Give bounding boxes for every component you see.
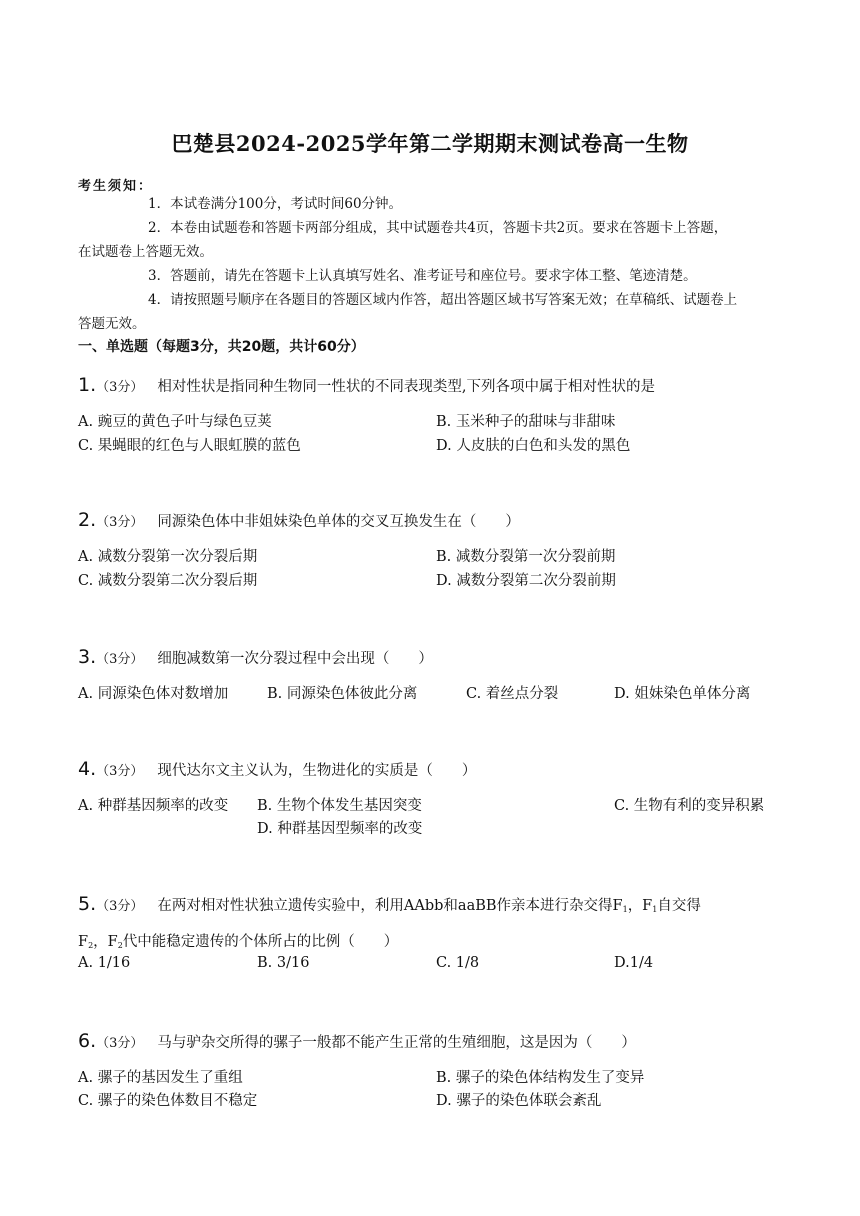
question-number: 3. (78, 646, 97, 668)
notice-item: 4．请按照题号顺序在各题目的答题区域内作答，超出答题区域书写答案无效；在草稿纸、试题卷上 (148, 292, 738, 308)
question-stem (78, 893, 701, 915)
subscript: 2 (117, 941, 123, 950)
option-c: C. 1/8 (436, 955, 480, 971)
question-number: 1. (78, 374, 97, 396)
question-text: 代中能稳定遗传的个体所占的比例（ ） (122, 934, 399, 950)
question-points: （3分） (96, 652, 144, 667)
option-d: D. 种群基因型频率的改变 (257, 821, 423, 837)
question-text: 相对性状是指同种生物同一性状的不同表现类型,下列各项中属于相对性状的是 (157, 379, 656, 395)
notice-item: 答题无效。 (78, 316, 146, 332)
option-a: A. 豌豆的黄色子叶与绿色豆荚 (78, 414, 272, 430)
question-number: 2. (78, 509, 97, 531)
option-b: B. 减数分裂第一次分裂前期 (436, 549, 616, 565)
option-b: B. 3/16 (257, 955, 310, 971)
question-stem (78, 646, 433, 668)
question-points: （3分） (96, 1036, 144, 1051)
question-stem (78, 374, 655, 396)
question-text: ，F (93, 934, 118, 950)
notice-item: 在试题卷上答题无效。 (78, 244, 213, 260)
option-a: A. 1/16 (78, 955, 131, 971)
question-text: F (78, 934, 89, 950)
question-points: （3分） (96, 764, 144, 779)
question-stem-line2 (78, 930, 398, 951)
option-a: A. 骡子的基因发生了重组 (78, 1070, 243, 1086)
question-stem (78, 1030, 636, 1052)
notice-item: 1．本试卷满分100分，考试时间60分钟。 (148, 196, 403, 212)
option-b: B. 骡子的染色体结构发生了变异 (436, 1070, 645, 1086)
option-a: A. 同源染色体对数增加 (78, 686, 229, 702)
option-a: A. 种群基因频率的改变 (78, 798, 229, 814)
question-text: 细胞减数第一次分裂过程中会出现（ ） (157, 651, 433, 667)
question-text: 马与驴杂交所得的骡子一般都不能产生正常的生殖细胞，这是因为（ ） (157, 1035, 636, 1051)
question-number: 5. (78, 893, 97, 915)
option-b: B. 生物个体发生基因突变 (257, 798, 422, 814)
notice-heading: 考生须知： (78, 179, 154, 194)
option-c: C. 果蝇眼的红色与人眼虹膜的蓝色 (78, 438, 301, 454)
question-number: 6. (78, 1030, 97, 1052)
question-number: 4. (78, 758, 97, 780)
section-heading: 一、单选题（每题3分，共20题，共计60分） (78, 339, 365, 355)
option-b: B. 玉米种子的甜味与非甜味 (436, 414, 616, 430)
question-text: 自交得 (657, 898, 701, 914)
subscript: 2 (88, 941, 94, 950)
option-d: D. 骡子的染色体联会紊乱 (436, 1093, 602, 1109)
option-c: C. 减数分裂第二次分裂后期 (78, 573, 258, 589)
question-points: （3分） (96, 380, 144, 395)
option-d: D.1/4 (614, 955, 654, 971)
exam-title: 巴楚县2024-2025学年第二学期期末测试卷高一生物 (171, 131, 689, 156)
option-c: C. 着丝点分裂 (466, 686, 559, 702)
option-a: A. 减数分裂第一次分裂后期 (78, 549, 258, 565)
question-stem (78, 509, 520, 531)
option-d: D. 减数分裂第二次分裂前期 (436, 573, 616, 589)
question-stem (78, 758, 476, 780)
option-c: C. 骡子的染色体数目不稳定 (78, 1093, 258, 1109)
option-c: C. 生物有利的变异积累 (614, 798, 765, 814)
notice-item: 2．本卷由试题卷和答题卡两部分组成，其中试题卷共4页，答题卡共2页。要求在答题卡上答题， (148, 220, 728, 236)
option-d: D. 人皮肤的白色和头发的黑色 (436, 438, 631, 454)
question-text: 同源染色体中非姐妹染色单体的交叉互换发生在（ ） (157, 514, 520, 530)
question-points: （3分） (96, 899, 144, 914)
option-b: B. 同源染色体彼此分离 (267, 686, 418, 702)
question-text: 现代达尔文主义认为，生物进化的实质是（ ） (157, 763, 477, 779)
subscript: 1 (652, 905, 658, 914)
option-d: D. 姐妹染色单体分离 (614, 686, 751, 702)
subscript: 1 (622, 905, 628, 914)
question-points: （3分） (96, 515, 144, 530)
question-text: 在两对相对性状独立遗传实验中，利用AAbb和aaBB作亲本进行杂交得F (157, 898, 623, 914)
notice-item: 3．答题前，请先在答题卡上认真填写姓名、准考证号和座位号。要求字体工整、笔迹清楚。 (148, 268, 697, 284)
question-text: ，F (627, 898, 653, 914)
